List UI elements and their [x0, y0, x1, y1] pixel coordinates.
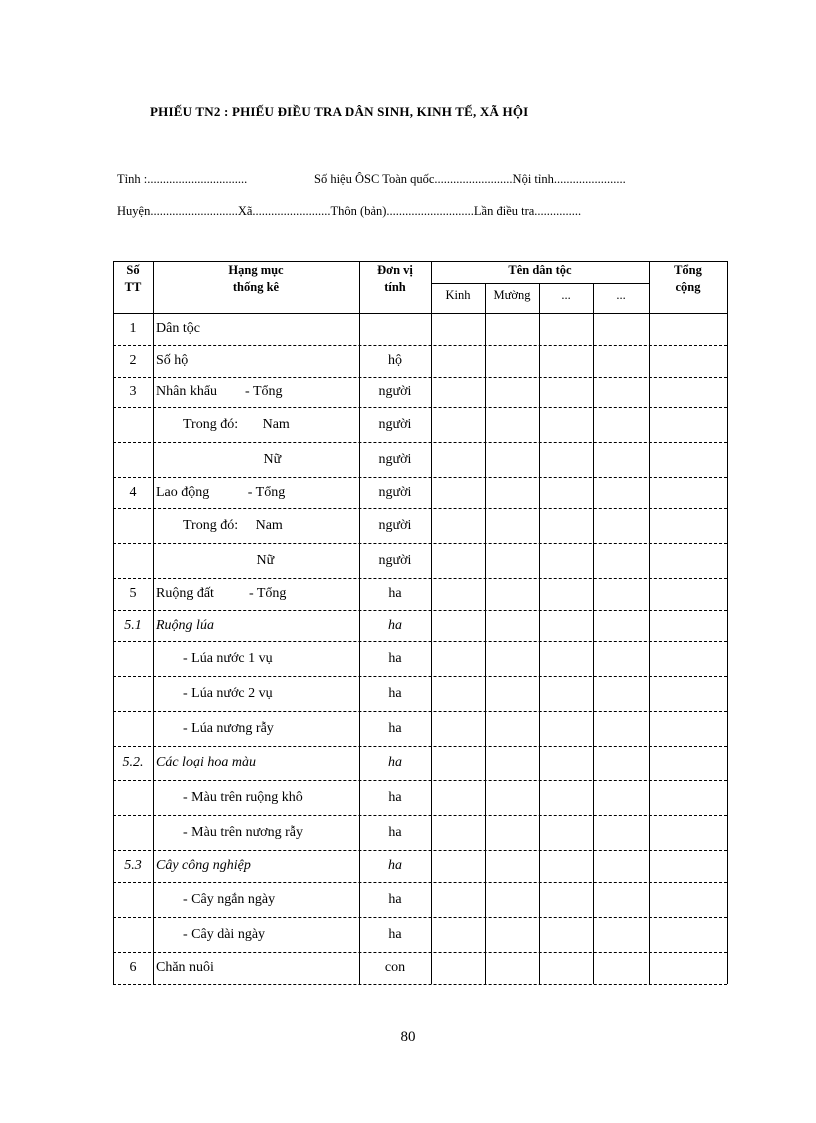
row-item-label: - Lúa nương rẫy: [183, 721, 274, 736]
row-item-label: Dân tộc: [156, 321, 200, 336]
row-item-label: Ruộng đất - Tổng: [156, 586, 287, 601]
row-item-label: - Lúa nước 2 vụ: [183, 686, 273, 701]
form-title: PHIẾU TN2 : PHIẾU ĐIỀU TRA DÂN SINH, KINH TẾ, XÃ HỘI: [150, 104, 529, 119]
row-number: 1: [129, 321, 137, 336]
header-unit: Đơn vị tính: [377, 263, 413, 294]
row-unit: ha: [388, 858, 402, 873]
row-separator: [113, 780, 727, 781]
row-number: 5.3: [124, 858, 142, 873]
row-number: 5.2.: [122, 755, 144, 770]
row-separator: [113, 345, 727, 346]
row-number: 2: [129, 353, 137, 368]
row-unit: ha: [388, 927, 402, 942]
row-separator: [113, 815, 727, 816]
district-commune-village-field: Huyện............................Xã.........................Thôn (bản)............................Lần điều tra...............: [117, 204, 582, 218]
row-item-label: Lao động - Tổng: [156, 485, 286, 500]
row-separator: [113, 641, 727, 642]
row-number: 3: [129, 384, 137, 399]
row-separator: [113, 610, 727, 611]
row-unit: người: [378, 384, 412, 399]
column-rule: [727, 261, 728, 984]
row-separator: [113, 543, 727, 544]
row-item-label: Ruộng lúa: [156, 618, 214, 633]
survey-table: [113, 261, 727, 984]
header-ethnic-other-1: ...: [561, 288, 571, 302]
row-separator: [113, 377, 727, 378]
row-separator: [113, 477, 727, 478]
row-item-label: Số hộ: [156, 353, 189, 368]
row-separator: [113, 508, 727, 509]
row-unit: người: [378, 417, 412, 432]
row-item-label: - Màu trên ruộng khô: [183, 790, 303, 805]
row-unit: ha: [388, 825, 402, 840]
header-stt: Số TT: [124, 263, 142, 294]
meta-line-2: [117, 204, 582, 234]
row-item-label: - Cây ngắn ngày: [183, 892, 276, 907]
header-rule: [113, 261, 727, 262]
row-item-label: - Màu trên nương rẫy: [183, 825, 303, 840]
page-number: 80: [400, 1029, 416, 1045]
row-unit: ha: [388, 755, 402, 770]
row-number: 6: [129, 960, 137, 975]
row-item-label: Trong đó: Nam: [183, 518, 283, 533]
row-separator: [113, 952, 727, 953]
row-number: 5: [129, 586, 137, 601]
row-item-label: Nữ: [183, 452, 282, 467]
province-field: Tỉnh :................................: [117, 172, 248, 186]
header-ethnic-kinh: Kinh: [445, 288, 471, 302]
row-item-label: Các loại hoa màu: [156, 755, 256, 770]
row-number: 4: [129, 485, 137, 500]
row-separator: [113, 917, 727, 918]
row-unit: người: [378, 553, 412, 568]
column-rule: [593, 283, 594, 984]
row-unit: người: [378, 485, 412, 500]
row-item-label: - Cây dài ngày: [183, 927, 266, 942]
row-item-label: - Lúa nước 1 vụ: [183, 651, 273, 666]
header-total: Tổng cộng: [674, 263, 702, 294]
row-unit: ha: [388, 686, 402, 701]
row-unit: hộ: [388, 353, 402, 368]
column-rule: [113, 261, 114, 984]
row-unit: ha: [388, 651, 402, 666]
row-separator: [113, 882, 727, 883]
osc-number-field: Số hiệu ÔSC Toàn quốc.........................Nội tỉnh.......................: [314, 172, 626, 186]
row-separator: [113, 676, 727, 677]
row-number: 5.1: [124, 618, 142, 633]
row-separator: [113, 578, 727, 579]
row-unit: người: [378, 518, 412, 533]
row-item-label: Trong đó: Nam: [183, 417, 290, 432]
header-ethnic-other-2: ...: [616, 288, 626, 302]
header-ethnic-muong: Mường: [493, 288, 531, 302]
column-rule: [485, 283, 486, 984]
row-unit: ha: [388, 790, 402, 805]
column-rule: [431, 261, 432, 984]
header-rule: [113, 313, 727, 314]
header-rule: [431, 283, 649, 284]
row-separator: [113, 984, 727, 985]
column-rule: [649, 261, 650, 984]
row-separator: [113, 442, 727, 443]
row-unit: người: [378, 452, 412, 467]
row-separator: [113, 746, 727, 747]
row-unit: con: [384, 960, 406, 975]
header-item: Hạng mục thống kê: [228, 263, 284, 294]
row-separator: [113, 407, 727, 408]
row-unit: ha: [388, 721, 402, 736]
column-rule: [539, 283, 540, 984]
row-item-label: Nhân khẩu - Tổng: [156, 384, 283, 399]
row-separator: [113, 850, 727, 851]
row-item-label: Chăn nuôi: [156, 960, 214, 975]
row-unit: ha: [388, 618, 402, 633]
row-unit: ha: [388, 586, 402, 601]
row-item-label: Nữ: [183, 553, 275, 568]
column-rule: [153, 261, 154, 984]
column-rule: [359, 261, 360, 984]
row-separator: [113, 711, 727, 712]
row-unit: ha: [388, 892, 402, 907]
row-item-label: Cây công nghiệp: [156, 858, 251, 873]
header-ethnic-groups: Tên dân tộc: [508, 263, 572, 277]
